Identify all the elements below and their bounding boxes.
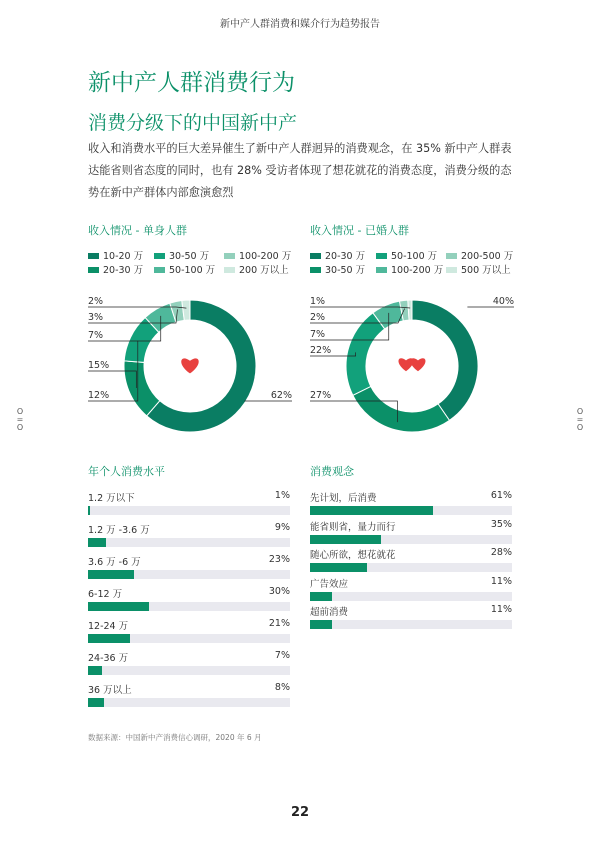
left-side-mark-icon: O = O — [16, 407, 24, 432]
heart-icon — [181, 358, 198, 373]
bar-category-label: 1.2 万以下 — [88, 493, 135, 504]
legend-item — [376, 248, 437, 262]
legend-swatch — [154, 267, 165, 273]
slice-percent-label: 2% — [88, 296, 104, 307]
slice-percent-label: 27% — [310, 390, 332, 401]
bar-track — [310, 535, 512, 544]
bar-category-label: 超前消费 — [310, 607, 349, 618]
legend-item — [154, 262, 215, 276]
bar-category-label: 12-24 万 — [88, 621, 129, 632]
bar-track — [88, 698, 290, 707]
donut-chart-married — [302, 290, 522, 440]
bar — [88, 634, 130, 643]
legend-item — [310, 262, 365, 276]
legend-item — [154, 248, 209, 262]
legend-swatch — [376, 253, 387, 259]
chart-title-annual-spend: 年个人消费水平 — [88, 465, 165, 478]
bar — [310, 563, 367, 572]
legend-label: 20-30 万 — [325, 251, 366, 262]
bar-value-label: 21% — [268, 618, 290, 629]
legend-swatch — [310, 253, 321, 259]
legend-swatch — [224, 267, 235, 273]
bar-category-label: 1.2 万 -3.6 万 — [88, 525, 150, 536]
legend-item — [88, 248, 143, 262]
bar-category-label: 先计划，后消费 — [310, 493, 377, 504]
legend-swatch — [376, 267, 387, 273]
bar-category-label: 36 万以上 — [88, 685, 132, 696]
legend-label: 20-30 万 — [103, 265, 144, 276]
legend-label: 500 万以上 — [461, 265, 511, 276]
legend-swatch — [88, 267, 99, 273]
bar-value-label: 7% — [274, 650, 290, 661]
legend-item — [310, 248, 365, 262]
bar-track — [88, 602, 290, 611]
slice-percent-label: 22% — [310, 345, 332, 356]
legend-label: 30-50 万 — [169, 251, 210, 262]
slice-percent-label: 15% — [88, 360, 110, 371]
bar-value-label: 1% — [274, 490, 290, 501]
heart-icon — [411, 358, 426, 371]
legend-label: 100-200 万 — [239, 251, 292, 262]
intro-paragraph: 收入和消费水平的巨大差异催生了新中产人群迥异的消费观念，在 35% 新中产人群表达能省则省态度的同时，也有 28% 受访者体现了想花就花的消费态度，消费分级的态势在新中产群体内部愈演愈烈 — [88, 142, 512, 199]
legend-single — [88, 248, 298, 280]
bar-value-label: 23% — [268, 554, 290, 565]
bar-chart-consumption-attitude — [310, 490, 512, 650]
bar-value-label: 35% — [490, 518, 512, 530]
legend-item — [376, 262, 443, 276]
bar-value-label: 8% — [274, 682, 290, 693]
slice-percent-label: 7% — [88, 330, 104, 341]
bar-value-label: 11% — [490, 575, 512, 587]
slice-percent-label: 2% — [310, 312, 326, 323]
legend-label: 200 万以上 — [239, 265, 289, 276]
bar-category-label: 6-12 万 — [88, 589, 123, 600]
chart-title-single: 收入情况 - 单身人群 — [88, 224, 187, 237]
bar-value-label: 9% — [274, 522, 290, 533]
bar — [88, 698, 104, 707]
bar-value-label: 30% — [268, 586, 290, 597]
page-number: 22 — [290, 805, 310, 820]
slice-percent-label: 7% — [310, 329, 326, 340]
bar — [310, 506, 433, 515]
legend-swatch — [88, 253, 99, 259]
bar — [88, 538, 106, 547]
legend-swatch — [224, 253, 235, 259]
bar-track — [88, 506, 290, 515]
bar-track — [88, 634, 290, 643]
bar-value-label: 61% — [490, 490, 512, 501]
data-source-note: 数据来源：中国新中产消费信心调研，2020 年 6 月 — [88, 733, 262, 742]
bar-chart-annual-spend — [88, 490, 290, 710]
bar-category-label: 广告效应 — [310, 578, 349, 590]
bar-category-label: 24-36 万 — [88, 653, 129, 664]
slice-percent-label: 40% — [492, 296, 514, 307]
legend-swatch — [446, 267, 457, 273]
bar-value-label: 28% — [490, 547, 512, 558]
slice-percent-label: 62% — [270, 390, 292, 401]
chart-title-consumption-attitude: 消费观念 — [310, 465, 354, 478]
bar — [310, 592, 332, 601]
slice-percent-label: 1% — [310, 296, 326, 307]
bar — [88, 602, 149, 611]
legend-swatch — [310, 267, 321, 273]
page-title: 新中产人群消费行为 — [88, 70, 295, 96]
bar — [88, 570, 134, 579]
bar-category-label: 3.6 万 -6 万 — [88, 557, 141, 568]
bar — [88, 666, 102, 675]
donut-slice — [353, 386, 450, 432]
slice-percent-label: 12% — [88, 390, 110, 401]
legend-label: 50-100 万 — [391, 251, 438, 262]
bar-category-label: 随心所欲，想花就花 — [310, 550, 396, 561]
bar-track — [310, 506, 512, 515]
bar-value-label: 11% — [490, 604, 512, 615]
legend-item — [88, 262, 143, 276]
donut-slice — [408, 300, 412, 320]
bar-track — [310, 563, 512, 572]
bar-track — [88, 570, 290, 579]
legend-swatch — [446, 253, 457, 259]
bar — [310, 620, 332, 629]
bar-track — [88, 666, 290, 675]
legend-label: 200-500 万 — [461, 251, 514, 262]
legend-item — [446, 248, 513, 262]
bar-category-label: 能省则省，量力而行 — [310, 521, 396, 533]
right-side-mark-icon: O = O — [576, 407, 584, 432]
donut-slice — [346, 313, 385, 395]
chart-title-married: 收入情况 - 已婚人群 — [310, 224, 409, 237]
legend-label: 10-20 万 — [103, 251, 144, 262]
bar-track — [310, 620, 512, 629]
legend-married — [310, 248, 520, 280]
donut-chart-single — [80, 290, 300, 440]
donut-slice — [124, 361, 160, 416]
bar-track — [88, 538, 290, 547]
legend-label: 30-50 万 — [325, 265, 366, 276]
section-subtitle: 消费分级下的中国新中产 — [88, 112, 298, 134]
legend-item — [224, 248, 291, 262]
report-header: 新中产人群消费和媒介行为趋势报告 — [220, 19, 380, 30]
legend-item — [224, 262, 289, 276]
bar — [310, 535, 381, 544]
legend-swatch — [154, 253, 165, 259]
legend-item — [446, 262, 511, 276]
bar — [88, 506, 90, 515]
slice-percent-label: 3% — [88, 312, 104, 323]
legend-label: 100-200 万 — [391, 265, 444, 276]
legend-label: 50-100 万 — [169, 265, 216, 276]
bar-track — [310, 592, 512, 601]
